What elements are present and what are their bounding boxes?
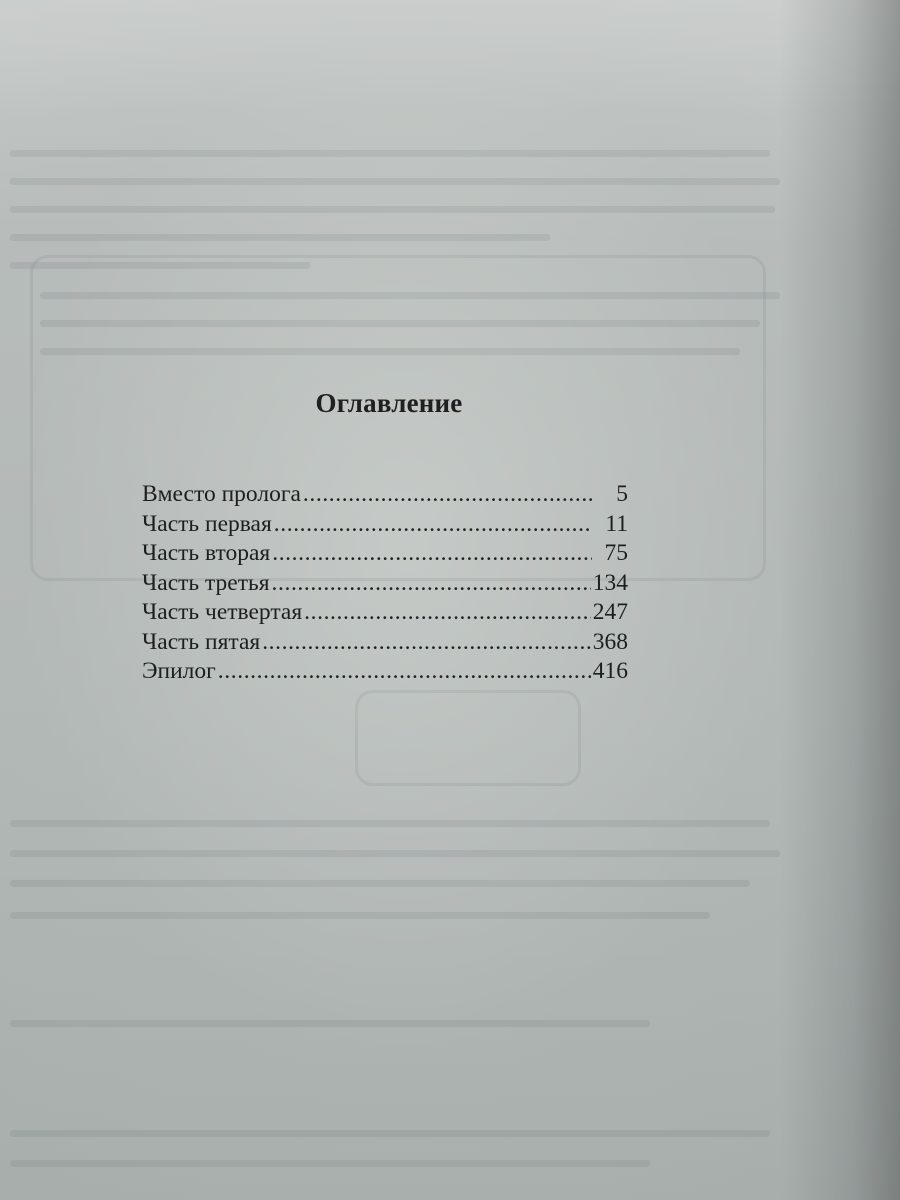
table-of-contents [142,480,628,687]
page-edge-shadow [780,0,900,1200]
toc-entry-page: 75 [604,540,628,566]
page-top-shading [0,0,900,110]
toc-entry [142,569,628,599]
toc-dot-leader [274,510,592,540]
toc-entry-label: Часть четвертая [142,599,303,625]
toc-entry-label: Вместо пролога [142,481,301,507]
toc-dot-leader [262,628,591,658]
toc-entry-label: Часть пятая [142,628,261,655]
toc-entry [142,510,628,540]
toc-dot-leader [218,657,591,687]
toc-entry [142,480,628,510]
toc-entry-label: Часть первая [142,510,272,537]
toc-entry-label: Часть третья [142,569,270,596]
toc-title: Оглавление [315,388,463,418]
toc-entry-page: 5 [616,481,628,507]
toc-entry-page: 11 [605,510,628,537]
toc-entry-page: 134 [592,569,628,596]
toc-entry [142,657,628,687]
toc-entry [142,539,628,569]
toc-entry-label: Часть вторая [142,540,271,566]
toc-entry [142,628,628,658]
toc-dot-leader [272,539,592,569]
toc-entry-page: 368 [592,628,628,655]
toc-entry-label: Эпилог [142,658,216,684]
toc-entry-page: 416 [592,658,628,684]
toc-dot-leader [304,598,591,628]
toc-dot-leader [272,569,591,599]
toc-entry [142,598,628,628]
toc-dot-leader [303,480,592,510]
toc-entry-page: 247 [592,599,628,625]
